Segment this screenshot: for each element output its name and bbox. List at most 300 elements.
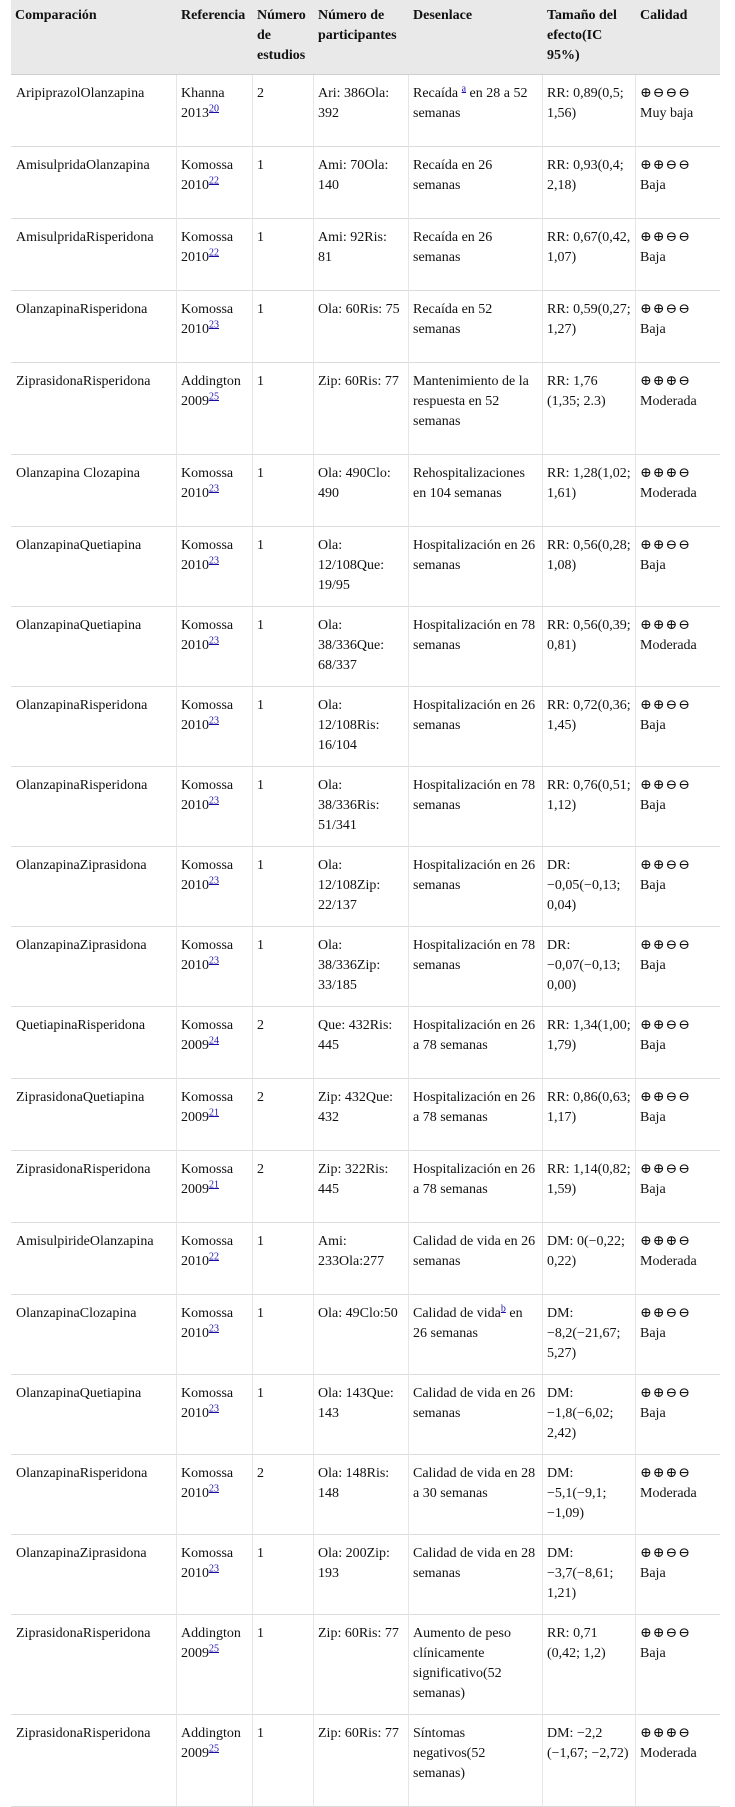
reference-link[interactable]: 24 bbox=[209, 1035, 219, 1047]
cell-numero-estudios bbox=[253, 687, 314, 767]
cell-numero-estudios bbox=[253, 363, 314, 455]
table-row bbox=[11, 1007, 720, 1079]
reference-text: Komossa 2010 bbox=[181, 1306, 234, 1341]
effect-size-text: RR: 0,67(0,42, 1,07) bbox=[547, 230, 631, 265]
cell-comparacion bbox=[11, 147, 177, 219]
study-count: 2 bbox=[257, 86, 264, 101]
reference-link[interactable]: 23 bbox=[209, 955, 219, 967]
cell-comparacion bbox=[11, 291, 177, 363]
cell-participantes bbox=[314, 1455, 409, 1535]
comparison-text: OlanzapinaRisperidona bbox=[16, 302, 148, 317]
cell-referencia bbox=[177, 1455, 253, 1535]
cell-efecto bbox=[543, 1295, 636, 1375]
cell-desenlace bbox=[409, 291, 543, 363]
participants-text: Que: 432Ris: 445 bbox=[318, 1018, 393, 1053]
study-count: 1 bbox=[257, 778, 264, 793]
cell-participantes bbox=[314, 147, 409, 219]
outcome-text: Aumento de peso clínicamente significativo(52 semanas) bbox=[413, 1626, 511, 1701]
cell-numero-estudios bbox=[253, 847, 314, 927]
outcome-text: Calidad de vida en 26 semanas bbox=[413, 1386, 536, 1421]
quality-rating-icon: ⊕⊕⊖⊖ bbox=[640, 698, 691, 713]
cell-desenlace bbox=[409, 927, 543, 1007]
cell-calidad bbox=[636, 1223, 720, 1295]
reference-link[interactable]: 22 bbox=[209, 247, 219, 259]
participants-text: Ola: 200Zip: 193 bbox=[318, 1546, 390, 1581]
effect-size-text: DM: −5,1(−9,1; −1,09) bbox=[547, 1466, 607, 1521]
study-count: 1 bbox=[257, 230, 264, 245]
cell-desenlace bbox=[409, 1615, 543, 1715]
outcome-text: Calidad de vida en 28 a 30 semanas bbox=[413, 1466, 536, 1501]
cell-calidad bbox=[636, 1151, 720, 1223]
cell-desenlace bbox=[409, 1151, 543, 1223]
cell-participantes bbox=[314, 847, 409, 927]
cell-desenlace bbox=[409, 1007, 543, 1079]
effect-size-text: DM: −2,2 (−1,67; −2,72) bbox=[547, 1726, 629, 1761]
cell-efecto bbox=[543, 363, 636, 455]
cell-numero-estudios bbox=[253, 291, 314, 363]
study-count: 1 bbox=[257, 938, 264, 953]
quality-label: Moderada bbox=[640, 638, 697, 653]
cell-comparacion bbox=[11, 767, 177, 847]
comparison-text: OlanzapinaQuetiapina bbox=[16, 618, 142, 633]
outcome-text: Hospitalización en 26 semanas bbox=[413, 698, 536, 733]
quality-label: Moderada bbox=[640, 1746, 697, 1761]
reference-link[interactable]: 23 bbox=[209, 319, 219, 331]
cell-referencia bbox=[177, 363, 253, 455]
study-count: 1 bbox=[257, 466, 264, 481]
quality-rating-icon: ⊕⊕⊖⊖ bbox=[640, 1386, 691, 1401]
quality-rating-icon: ⊕⊕⊖⊖ bbox=[640, 1306, 691, 1321]
reference-link[interactable]: 21 bbox=[209, 1179, 219, 1191]
cell-efecto bbox=[543, 455, 636, 527]
effect-size-text: RR: 0,72(0,36; 1,45) bbox=[547, 698, 631, 733]
cell-numero-estudios bbox=[253, 219, 314, 291]
table-row bbox=[11, 767, 720, 847]
table-row bbox=[11, 455, 720, 527]
cell-numero-estudios bbox=[253, 607, 314, 687]
participants-text: Ola: 12/108Zip: 22/137 bbox=[318, 858, 381, 913]
outcome-text: Recaída en 52 semanas bbox=[413, 302, 493, 337]
outcome-text-rest: en 26 semanas bbox=[413, 1306, 523, 1341]
quality-label: Baja bbox=[640, 1566, 666, 1581]
cell-calidad bbox=[636, 291, 720, 363]
participants-text: Zip: 322Ris: 445 bbox=[318, 1162, 389, 1197]
cell-desenlace bbox=[409, 219, 543, 291]
cell-desenlace bbox=[409, 147, 543, 219]
cell-desenlace bbox=[409, 687, 543, 767]
cell-desenlace bbox=[409, 363, 543, 455]
table-row bbox=[11, 1375, 720, 1455]
cell-calidad bbox=[636, 767, 720, 847]
reference-link[interactable]: 23 bbox=[209, 483, 219, 495]
cell-participantes bbox=[314, 1151, 409, 1223]
cell-referencia bbox=[177, 1079, 253, 1151]
table-row bbox=[11, 291, 720, 363]
comparison-text: AmisulpridaRisperidona bbox=[16, 230, 154, 245]
participants-text: Ola: 49Clo:50 bbox=[318, 1306, 398, 1321]
cell-referencia bbox=[177, 687, 253, 767]
cell-referencia bbox=[177, 291, 253, 363]
participants-text: Zip: 60Ris: 77 bbox=[318, 1626, 399, 1641]
cell-calidad bbox=[636, 455, 720, 527]
reference-text: Komossa 2010 bbox=[181, 1234, 234, 1269]
cell-numero-estudios bbox=[253, 1715, 314, 1807]
table-body bbox=[11, 75, 720, 1807]
cell-participantes bbox=[314, 455, 409, 527]
study-count: 1 bbox=[257, 1234, 264, 1249]
cell-desenlace bbox=[409, 455, 543, 527]
cell-numero-estudios bbox=[253, 767, 314, 847]
quality-label: Baja bbox=[640, 1326, 666, 1341]
quality-label: Baja bbox=[640, 798, 666, 813]
quality-label: Baja bbox=[640, 558, 666, 573]
cell-desenlace bbox=[409, 767, 543, 847]
cell-comparacion bbox=[11, 1455, 177, 1535]
header-numero-estudios: Número de estudios bbox=[253, 0, 314, 75]
outcome-text: Hospitalización en 26 a 78 semanas bbox=[413, 1090, 536, 1125]
cell-comparacion bbox=[11, 1375, 177, 1455]
cell-comparacion bbox=[11, 927, 177, 1007]
quality-label: Baja bbox=[640, 718, 666, 733]
cell-efecto bbox=[543, 687, 636, 767]
study-count: 1 bbox=[257, 374, 264, 389]
quality-rating-icon: ⊕⊕⊖⊖ bbox=[640, 158, 691, 173]
quality-rating-icon: ⊕⊕⊖⊖ bbox=[640, 1626, 691, 1641]
reference-link[interactable]: 23 bbox=[209, 795, 219, 807]
cell-efecto bbox=[543, 1223, 636, 1295]
effect-size-text: RR: 1,76 (1,35; 2.3) bbox=[547, 374, 606, 409]
comparison-text: OlanzapinaZiprasidona bbox=[16, 858, 147, 873]
footnote-link[interactable]: b bbox=[500, 1303, 506, 1315]
quality-rating-icon: ⊕⊕⊖⊖ bbox=[640, 1018, 691, 1033]
outcome-text: Rehospitalizaciones en 104 semanas bbox=[413, 466, 525, 501]
cell-numero-estudios bbox=[253, 1615, 314, 1715]
quality-label: Baja bbox=[640, 958, 666, 973]
cell-efecto bbox=[543, 147, 636, 219]
outcome-text: Calidad de vida en 26 semanas bbox=[413, 1234, 536, 1269]
cell-comparacion bbox=[11, 1223, 177, 1295]
cell-efecto bbox=[543, 219, 636, 291]
cell-calidad bbox=[636, 527, 720, 607]
quality-label: Baja bbox=[640, 1182, 666, 1197]
reference-text: Komossa 2010 bbox=[181, 858, 234, 893]
cell-referencia bbox=[177, 1615, 253, 1715]
cell-referencia bbox=[177, 455, 253, 527]
study-count: 1 bbox=[257, 1546, 264, 1561]
cell-referencia bbox=[177, 527, 253, 607]
quality-rating-icon: ⊕⊕⊖⊖ bbox=[640, 1162, 691, 1177]
comparison-text: OlanzapinaZiprasidona bbox=[16, 1546, 147, 1561]
cell-participantes bbox=[314, 1715, 409, 1807]
table-row bbox=[11, 75, 720, 147]
cell-desenlace bbox=[409, 75, 543, 147]
quality-rating-icon: ⊕⊖⊖⊖ bbox=[640, 86, 691, 101]
cell-referencia bbox=[177, 1151, 253, 1223]
quality-label: Baja bbox=[640, 1646, 666, 1661]
reference-text: Komossa 2009 bbox=[181, 1162, 234, 1197]
study-count: 1 bbox=[257, 1306, 264, 1321]
quality-label: Baja bbox=[640, 1038, 666, 1053]
reference-link[interactable]: 25 bbox=[209, 1643, 219, 1655]
participants-text: Ami: 233Ola:277 bbox=[318, 1234, 385, 1269]
effect-size-text: RR: 0,71 (0,42; 1,2) bbox=[547, 1626, 606, 1661]
header-calidad: Calidad bbox=[636, 0, 720, 75]
comparison-text: ZiprasidonaRisperidona bbox=[16, 1726, 151, 1741]
quality-label: Baja bbox=[640, 1110, 666, 1125]
table-row bbox=[11, 1455, 720, 1535]
cell-numero-estudios bbox=[253, 1151, 314, 1223]
quality-rating-icon: ⊕⊕⊖⊖ bbox=[640, 230, 691, 245]
cell-efecto bbox=[543, 1455, 636, 1535]
cell-desenlace bbox=[409, 1535, 543, 1615]
table-row bbox=[11, 1151, 720, 1223]
table-row bbox=[11, 927, 720, 1007]
comparison-text: Olanzapina Clozapina bbox=[16, 466, 141, 481]
comparison-text: ZiprasidonaRisperidona bbox=[16, 1162, 151, 1177]
table-row bbox=[11, 147, 720, 219]
outcome-text: Mantenimiento de la respuesta en 52 semanas bbox=[413, 374, 529, 429]
outcome-text: Síntomas negativos(52 semanas) bbox=[413, 1726, 486, 1781]
participants-text: Ola: 148Ris: 148 bbox=[318, 1466, 390, 1501]
outcome-text: Calidad de vida en 28 semanas bbox=[413, 1546, 536, 1581]
reference-text: Komossa 2009 bbox=[181, 1018, 234, 1053]
reference-link[interactable]: 22 bbox=[209, 1251, 219, 1263]
cell-desenlace bbox=[409, 1079, 543, 1151]
study-count: 2 bbox=[257, 1466, 264, 1481]
cell-referencia bbox=[177, 1535, 253, 1615]
quality-rating-icon: ⊕⊕⊖⊖ bbox=[640, 302, 691, 317]
comparison-text: OlanzapinaRisperidona bbox=[16, 698, 148, 713]
comparison-text: AripiprazolOlanzapina bbox=[16, 86, 145, 101]
comparison-text: QuetiapinaRisperidona bbox=[16, 1018, 146, 1033]
cell-comparacion bbox=[11, 687, 177, 767]
cell-calidad bbox=[636, 1007, 720, 1079]
comparison-text: OlanzapinaZiprasidona bbox=[16, 938, 147, 953]
cell-comparacion bbox=[11, 363, 177, 455]
quality-rating-icon: ⊕⊕⊕⊖ bbox=[640, 1234, 691, 1249]
quality-rating-icon: ⊕⊕⊕⊖ bbox=[640, 618, 691, 633]
effect-size-text: DR: −0,07(−0,13; 0,00) bbox=[547, 938, 621, 993]
effect-size-text: DM: −8,2(−21,67; 5,27) bbox=[547, 1306, 621, 1361]
quality-label: Muy baja bbox=[640, 106, 694, 121]
cell-referencia bbox=[177, 607, 253, 687]
outcome-text-rest: en 28 a 52 semanas bbox=[413, 86, 528, 121]
quality-label: Moderada bbox=[640, 1254, 697, 1269]
cell-efecto bbox=[543, 1615, 636, 1715]
cell-efecto bbox=[543, 1375, 636, 1455]
quality-label: Moderada bbox=[640, 394, 697, 409]
cell-participantes bbox=[314, 767, 409, 847]
reference-text: Komossa 2010 bbox=[181, 698, 234, 733]
outcome-text: Hospitalización en 78 semanas bbox=[413, 618, 536, 653]
study-count: 1 bbox=[257, 1386, 264, 1401]
participants-text: Ari: 386Ola: 392 bbox=[318, 86, 390, 121]
effect-size-text: RR: 1,34(1,00; 1,79) bbox=[547, 1018, 631, 1053]
reference-text: Addington 2009 bbox=[181, 1726, 241, 1761]
reference-link[interactable]: 25 bbox=[209, 391, 219, 403]
cell-calidad bbox=[636, 75, 720, 147]
outcome-text: Calidad de vida bbox=[413, 1306, 501, 1321]
reference-link[interactable]: 20 bbox=[209, 103, 219, 115]
study-count: 1 bbox=[257, 158, 264, 173]
cell-desenlace bbox=[409, 847, 543, 927]
effect-size-text: RR: 1,14(0,82; 1,59) bbox=[547, 1162, 631, 1197]
reference-link[interactable]: 23 bbox=[209, 1323, 219, 1335]
cell-numero-estudios bbox=[253, 1295, 314, 1375]
cell-efecto bbox=[543, 291, 636, 363]
cell-numero-estudios bbox=[253, 1535, 314, 1615]
cell-participantes bbox=[314, 1223, 409, 1295]
study-count: 1 bbox=[257, 1726, 264, 1741]
cell-referencia bbox=[177, 1375, 253, 1455]
reference-link[interactable]: 23 bbox=[209, 635, 219, 647]
header-tamano-efecto: Tamaño del efecto(IC 95%) bbox=[543, 0, 636, 75]
study-count: 2 bbox=[257, 1162, 264, 1177]
participants-text: Ami: 92Ris: 81 bbox=[318, 230, 387, 265]
cell-efecto bbox=[543, 607, 636, 687]
quality-rating-icon: ⊕⊕⊕⊖ bbox=[640, 1466, 691, 1481]
reference-link[interactable]: 23 bbox=[209, 1563, 219, 1575]
evidence-table bbox=[11, 0, 720, 1807]
cell-comparacion bbox=[11, 455, 177, 527]
cell-efecto bbox=[543, 767, 636, 847]
cell-participantes bbox=[314, 1615, 409, 1715]
cell-efecto bbox=[543, 1715, 636, 1807]
cell-referencia bbox=[177, 1715, 253, 1807]
quality-label: Moderada bbox=[640, 1486, 697, 1501]
quality-rating-icon: ⊕⊕⊕⊖ bbox=[640, 374, 691, 389]
cell-calidad bbox=[636, 1715, 720, 1807]
reference-text: Khanna 2013 bbox=[181, 86, 225, 121]
cell-efecto bbox=[543, 927, 636, 1007]
cell-desenlace bbox=[409, 1295, 543, 1375]
quality-rating-icon: ⊕⊕⊖⊖ bbox=[640, 778, 691, 793]
cell-desenlace bbox=[409, 1223, 543, 1295]
cell-referencia bbox=[177, 75, 253, 147]
reference-text: Komossa 2010 bbox=[181, 1386, 234, 1421]
cell-calidad bbox=[636, 687, 720, 767]
cell-calidad bbox=[636, 1535, 720, 1615]
cell-desenlace bbox=[409, 527, 543, 607]
comparison-text: OlanzapinaClozapina bbox=[16, 1306, 137, 1321]
cell-efecto bbox=[543, 1151, 636, 1223]
cell-referencia bbox=[177, 147, 253, 219]
reference-link[interactable]: 23 bbox=[209, 875, 219, 887]
cell-referencia bbox=[177, 1295, 253, 1375]
effect-size-text: RR: 0,76(0,51; 1,12) bbox=[547, 778, 631, 813]
outcome-text: Recaída en 26 semanas bbox=[413, 230, 493, 265]
cell-numero-estudios bbox=[253, 147, 314, 219]
table-row bbox=[11, 1295, 720, 1375]
study-count: 1 bbox=[257, 1626, 264, 1641]
comparison-text: OlanzapinaRisperidona bbox=[16, 1466, 148, 1481]
cell-numero-estudios bbox=[253, 1455, 314, 1535]
participants-text: Ola: 38/336Zip: 33/185 bbox=[318, 938, 381, 993]
quality-rating-icon: ⊕⊕⊖⊖ bbox=[640, 858, 691, 873]
reference-text: Komossa 2010 bbox=[181, 1466, 234, 1501]
reference-link[interactable]: 22 bbox=[209, 175, 219, 187]
cell-efecto bbox=[543, 1535, 636, 1615]
cell-referencia bbox=[177, 1223, 253, 1295]
cell-referencia bbox=[177, 219, 253, 291]
reference-text: Addington 2009 bbox=[181, 374, 241, 409]
cell-participantes bbox=[314, 927, 409, 1007]
outcome-text: Recaída bbox=[413, 86, 462, 101]
table-row bbox=[11, 363, 720, 455]
cell-desenlace bbox=[409, 1455, 543, 1535]
study-count: 1 bbox=[257, 618, 264, 633]
cell-efecto bbox=[543, 1079, 636, 1151]
cell-calidad bbox=[636, 1295, 720, 1375]
table-row bbox=[11, 219, 720, 291]
effect-size-text: RR: 0,56(0,28; 1,08) bbox=[547, 538, 631, 573]
cell-calidad bbox=[636, 1079, 720, 1151]
comparison-text: AmisulpridaOlanzapina bbox=[16, 158, 150, 173]
participants-text: Zip: 60Ris: 77 bbox=[318, 1726, 399, 1741]
study-count: 1 bbox=[257, 858, 264, 873]
quality-rating-icon: ⊕⊕⊖⊖ bbox=[640, 938, 691, 953]
reference-link[interactable]: 23 bbox=[209, 1403, 219, 1415]
quality-rating-icon: ⊕⊕⊖⊖ bbox=[640, 1090, 691, 1105]
cell-referencia bbox=[177, 1007, 253, 1079]
cell-calidad bbox=[636, 363, 720, 455]
quality-rating-icon: ⊕⊕⊖⊖ bbox=[640, 1546, 691, 1561]
comparison-text: ZiprasidonaRisperidona bbox=[16, 1626, 151, 1641]
cell-participantes bbox=[314, 75, 409, 147]
cell-comparacion bbox=[11, 219, 177, 291]
header-numero-participantes: Número de participantes bbox=[314, 0, 409, 75]
header-referencia: Referencia bbox=[177, 0, 253, 75]
effect-size-text: RR: 0,56(0,39; 0,81) bbox=[547, 618, 631, 653]
comparison-text: ZiprasidonaRisperidona bbox=[16, 374, 151, 389]
study-count: 1 bbox=[257, 302, 264, 317]
participants-text: Ola: 12/108Que: 19/95 bbox=[318, 538, 385, 593]
cell-numero-estudios bbox=[253, 455, 314, 527]
table-row bbox=[11, 847, 720, 927]
reference-link[interactable]: 23 bbox=[209, 1483, 219, 1495]
cell-efecto bbox=[543, 527, 636, 607]
reference-link[interactable]: 25 bbox=[209, 1743, 219, 1755]
comparison-text: OlanzapinaQuetiapina bbox=[16, 538, 142, 553]
reference-text: Komossa 2010 bbox=[181, 618, 234, 653]
table-row bbox=[11, 1223, 720, 1295]
quality-label: Baja bbox=[640, 322, 666, 337]
reference-link[interactable]: 23 bbox=[209, 555, 219, 567]
outcome-text: Hospitalización en 78 semanas bbox=[413, 938, 536, 973]
cell-calidad bbox=[636, 1615, 720, 1715]
study-count: 2 bbox=[257, 1090, 264, 1105]
effect-size-text: RR: 0,59(0,27; 1,27) bbox=[547, 302, 631, 337]
participants-text: Ola: 38/336Que: 68/337 bbox=[318, 618, 385, 673]
cell-comparacion bbox=[11, 1151, 177, 1223]
table-row bbox=[11, 1615, 720, 1715]
cell-comparacion bbox=[11, 1715, 177, 1807]
cell-desenlace bbox=[409, 1715, 543, 1807]
cell-referencia bbox=[177, 927, 253, 1007]
reference-link[interactable]: 21 bbox=[209, 1107, 219, 1119]
participants-text: Ola: 60Ris: 75 bbox=[318, 302, 400, 317]
cell-comparacion bbox=[11, 1295, 177, 1375]
quality-rating-icon: ⊕⊕⊕⊖ bbox=[640, 466, 691, 481]
reference-text: Komossa 2010 bbox=[181, 1546, 234, 1581]
effect-size-text: DM: −3,7(−8,61; 1,21) bbox=[547, 1546, 614, 1601]
outcome-text: Recaída en 26 semanas bbox=[413, 158, 493, 193]
footnote-link[interactable]: a bbox=[461, 83, 467, 95]
cell-comparacion bbox=[11, 527, 177, 607]
quality-rating-icon: ⊕⊕⊕⊖ bbox=[640, 1726, 691, 1741]
cell-numero-estudios bbox=[253, 75, 314, 147]
reference-link[interactable]: 23 bbox=[209, 715, 219, 727]
